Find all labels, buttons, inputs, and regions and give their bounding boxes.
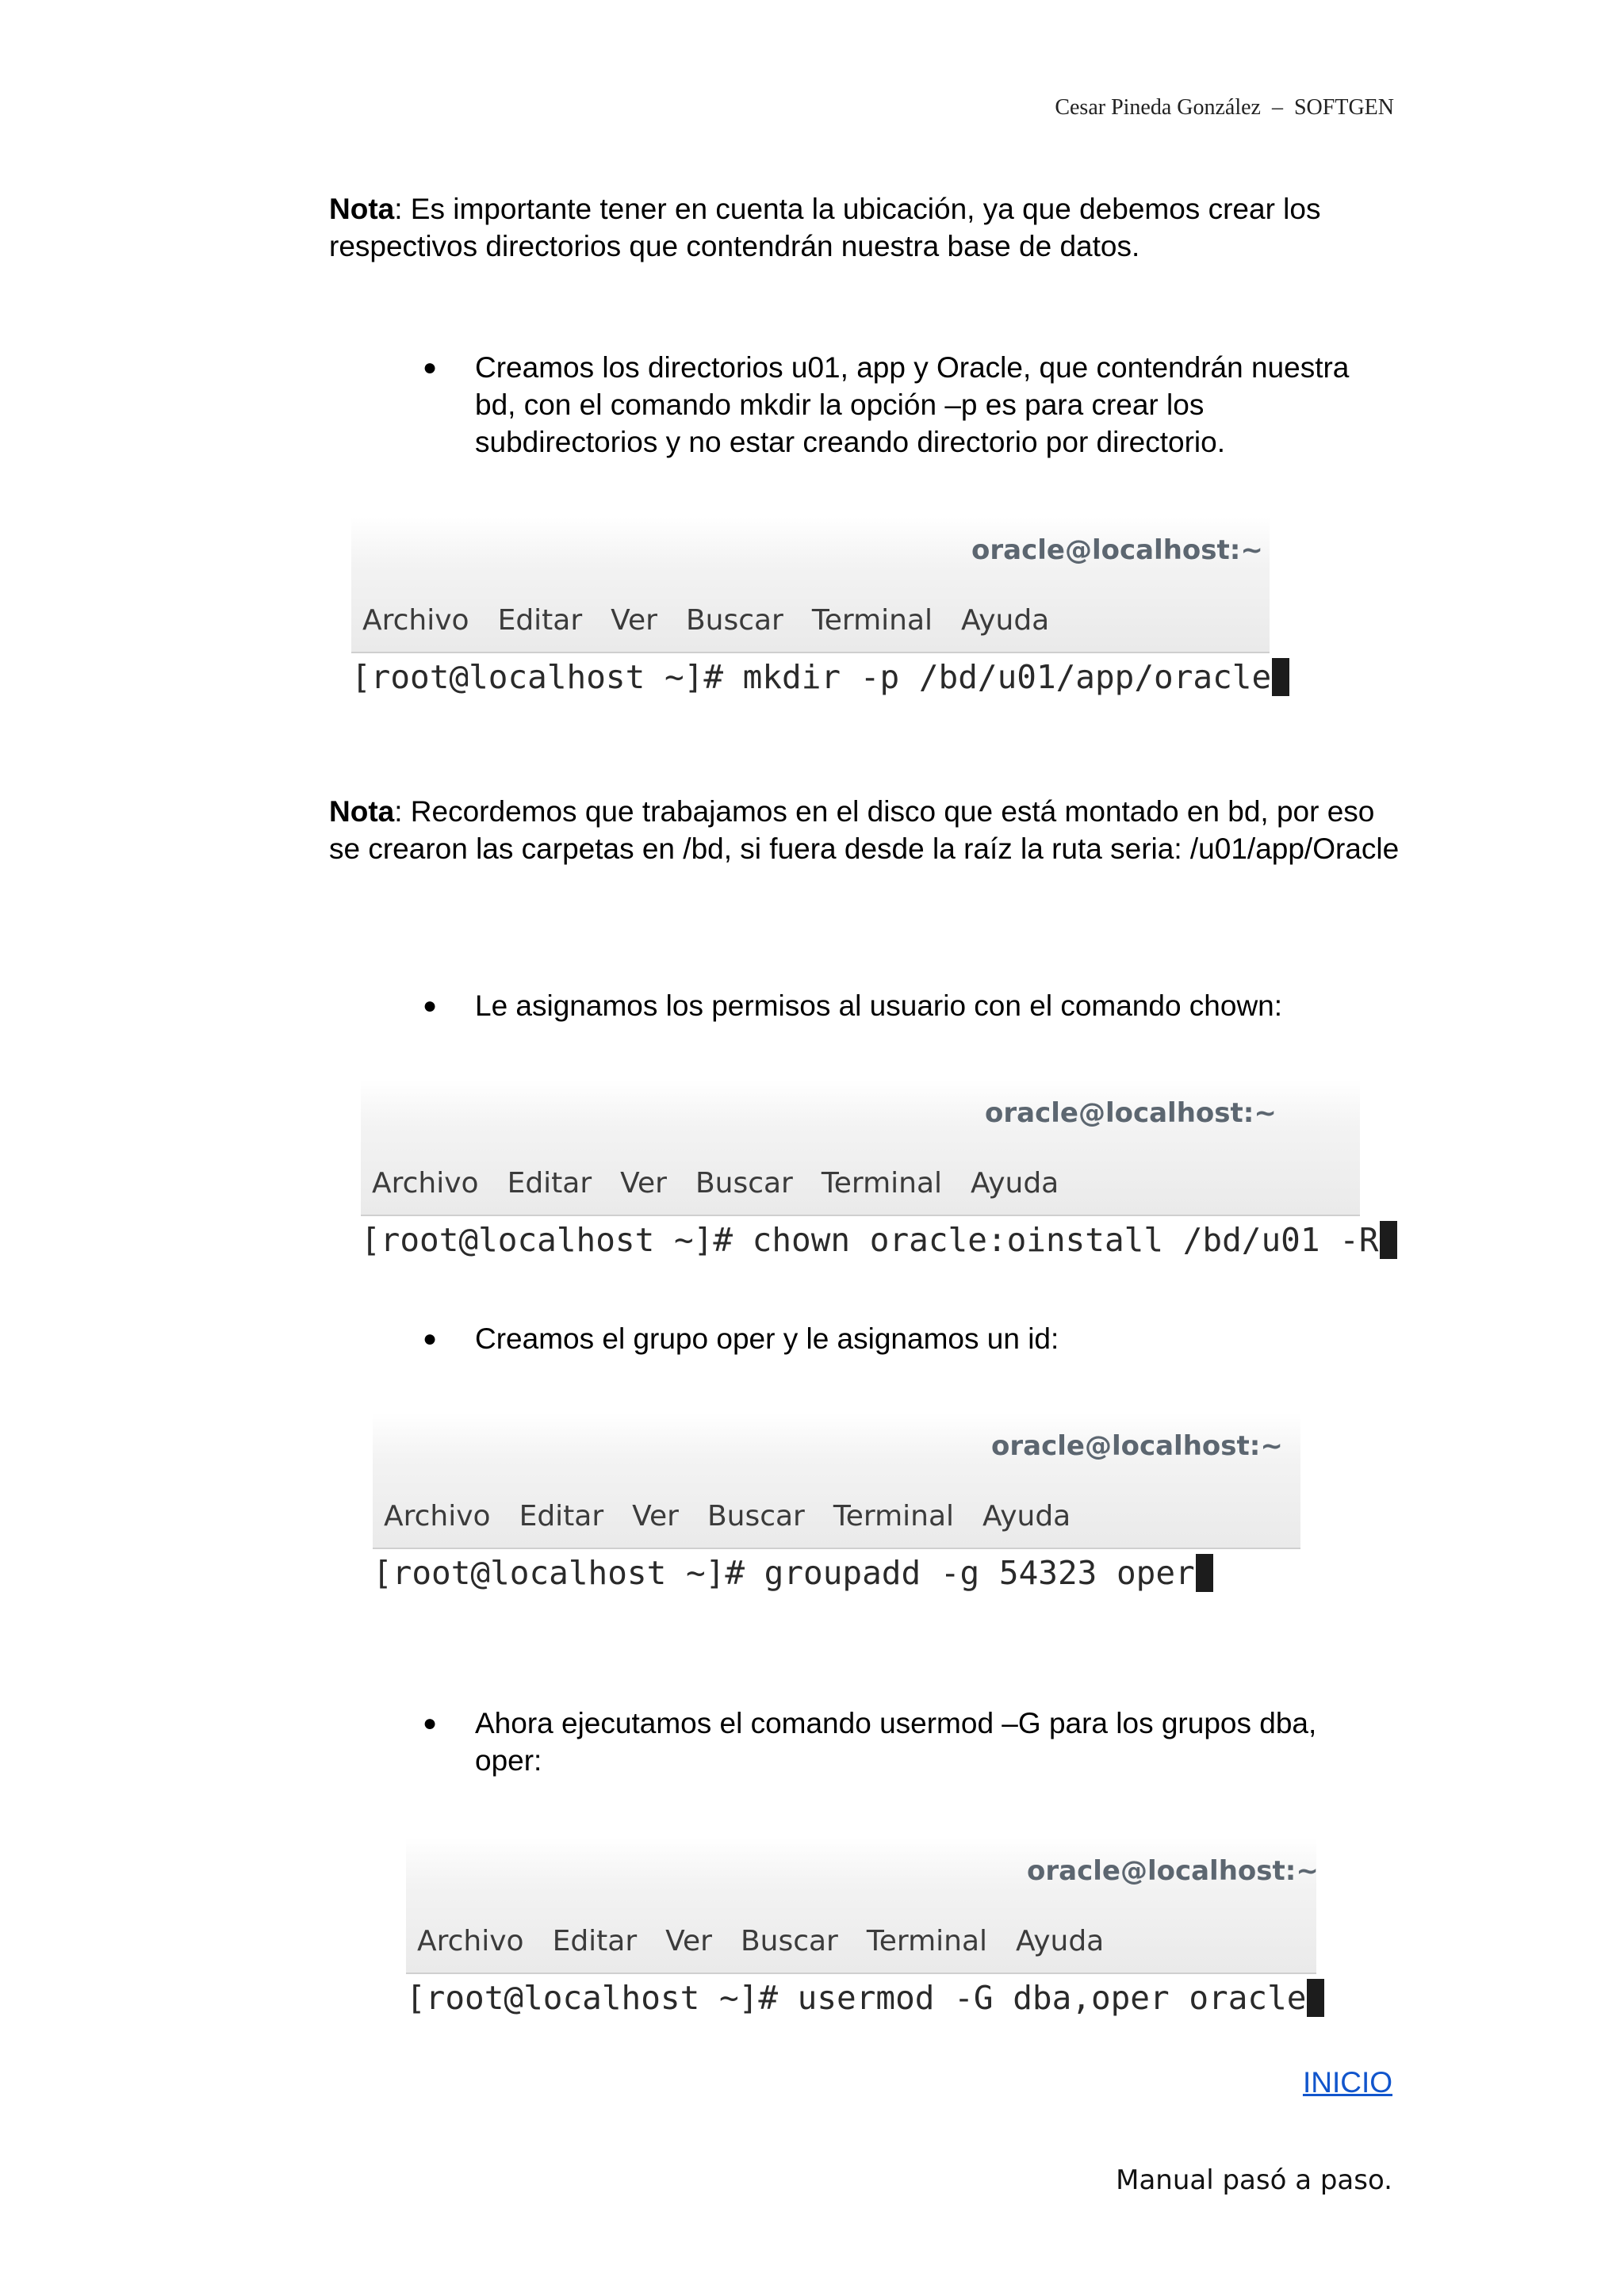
menu-ayuda[interactable]: Ayuda (1016, 1925, 1105, 1957)
terminal-screenshot-groupadd (373, 1413, 1300, 1603)
bullet-chown (424, 987, 1376, 1024)
terminal-title: oracle@localhost:~ (971, 534, 1263, 566)
cursor-icon (1380, 1221, 1397, 1259)
menu-terminal[interactable]: Terminal (866, 1925, 988, 1957)
note-disk (329, 793, 1400, 867)
page-header: Cesar Pineda González – SOFTGEN (1055, 95, 1394, 120)
bullet-text: Le asignamos los permisos al usuario con el comando chown: (475, 989, 1283, 1022)
bullet-text: Creamos los directorios u01, app y Oracle, que contendrán nuestra bd, con el comando mkdir la opción –p es para crear los subdirectorios y no estar creando directorio por directorio. (475, 351, 1350, 458)
menu-editar[interactable]: Editar (552, 1925, 638, 1957)
terminal-command-line[interactable] (406, 1979, 1324, 2017)
bullet-icon: ● (423, 1710, 438, 1736)
terminal-menu (417, 1925, 1104, 1957)
terminal-command-line[interactable] (373, 1554, 1213, 1592)
menu-archivo[interactable]: Archivo (372, 1167, 479, 1200)
terminal-menu (372, 1167, 1059, 1200)
bullet-text: Creamos el grupo oper y le asignamos un id: (475, 1322, 1059, 1355)
menu-archivo[interactable]: Archivo (384, 1500, 491, 1533)
terminal-screenshot-chown (361, 1080, 1379, 1270)
terminal-title: oracle@localhost:~ (985, 1097, 1277, 1129)
terminal-menu (384, 1500, 1071, 1533)
terminal-screenshot-mkdir (351, 517, 1270, 707)
menu-ayuda[interactable]: Ayuda (982, 1500, 1071, 1533)
menu-ver[interactable]: Ver (620, 1167, 667, 1200)
menu-ver[interactable]: Ver (665, 1925, 712, 1957)
command-text: [root@localhost ~]# mkdir -p /bd/u01/app/oracle (351, 658, 1272, 696)
note-text: : Es importante tener en cuenta la ubicación, ya que debemos crear los respectivos directorios que contendrán nuestra base de datos. (329, 193, 1321, 262)
menu-editar[interactable]: Editar (519, 1500, 604, 1533)
command-text: [root@localhost ~]# chown oracle:oinstall /bd/u01 -R (361, 1221, 1379, 1259)
note-label: Nota (329, 795, 395, 828)
bullet-text: Ahora ejecutamos el comando usermod –G para los grupos dba, oper: (475, 1707, 1317, 1777)
bullet-icon: ● (423, 354, 438, 381)
menu-editar[interactable]: Editar (497, 604, 583, 637)
menu-terminal[interactable]: Terminal (811, 604, 933, 637)
terminal-title: oracle@localhost:~ (1027, 1855, 1319, 1887)
command-text: [root@localhost ~]# usermod -G dba,oper oracle (406, 1979, 1307, 2017)
cursor-icon (1272, 658, 1289, 696)
terminal-command-line[interactable] (361, 1221, 1397, 1259)
terminal-command-line[interactable] (351, 658, 1289, 696)
menu-ayuda[interactable]: Ayuda (961, 604, 1050, 637)
menu-buscar[interactable]: Buscar (685, 604, 783, 637)
command-text: [root@localhost ~]# groupadd -g 54323 oper (373, 1554, 1195, 1592)
menu-buscar[interactable]: Buscar (695, 1167, 793, 1200)
terminal-screenshot-usermod (406, 1838, 1319, 2028)
terminal-title: oracle@localhost:~ (991, 1430, 1283, 1462)
menu-terminal[interactable]: Terminal (821, 1167, 943, 1200)
note-label: Nota (329, 193, 395, 225)
menu-editar[interactable]: Editar (507, 1167, 592, 1200)
note-location (329, 190, 1400, 265)
bullet-groupadd (424, 1320, 1376, 1357)
menu-ayuda[interactable]: Ayuda (971, 1167, 1059, 1200)
page-footer: Manual pasó a paso. (1116, 2164, 1392, 2196)
bullet-usermod (424, 1705, 1376, 1779)
terminal-menu (362, 604, 1049, 637)
menu-ver[interactable]: Ver (632, 1500, 679, 1533)
cursor-icon (1196, 1554, 1213, 1592)
note-text: : Recordemos que trabajamos en el disco que está montado en bd, por eso se crearon las carpetas en /bd, si fuera desde la raíz la ruta seria: /u01/app/Oracle (329, 795, 1400, 865)
bullet-icon: ● (423, 1326, 438, 1352)
menu-archivo[interactable]: Archivo (417, 1925, 524, 1957)
menu-archivo[interactable]: Archivo (362, 604, 469, 637)
cursor-icon (1307, 1979, 1324, 2017)
bullet-icon: ● (423, 993, 438, 1019)
bullet-create-dirs (424, 349, 1376, 461)
menu-buscar[interactable]: Buscar (707, 1500, 805, 1533)
menu-ver[interactable]: Ver (611, 604, 657, 637)
inicio-link[interactable]: INICIO (1302, 2066, 1392, 2099)
menu-buscar[interactable]: Buscar (740, 1925, 838, 1957)
menu-terminal[interactable]: Terminal (833, 1500, 955, 1533)
